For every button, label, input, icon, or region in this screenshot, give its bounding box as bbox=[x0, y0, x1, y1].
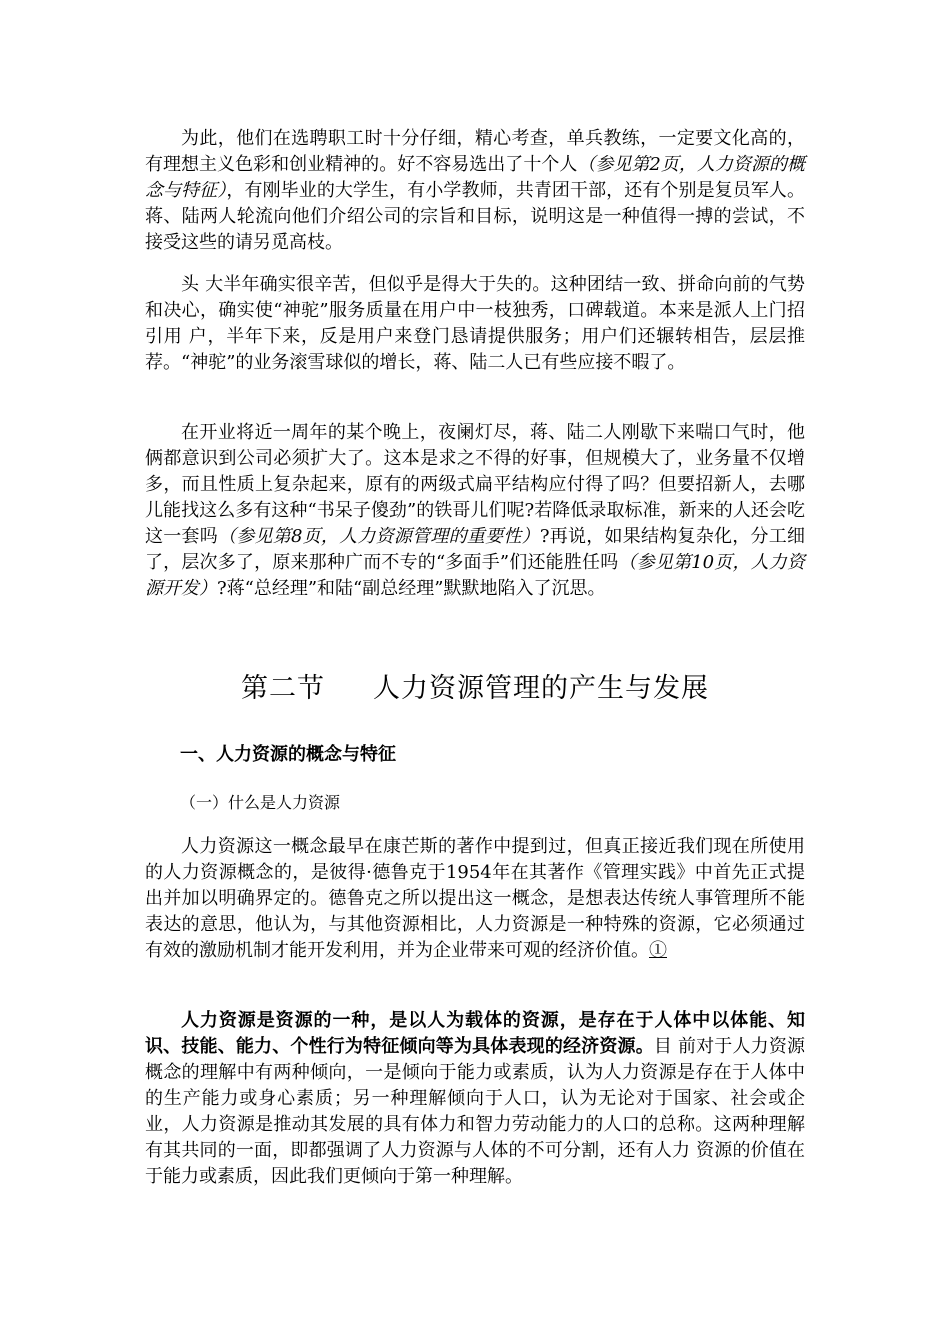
paragraph-recruitment bbox=[145, 126, 805, 256]
cross-reference: （参见第10页，人力资源开发） bbox=[145, 552, 805, 599]
paragraph-text: 目 前对于人力资源概念的理解中有两种倾向，一是倾向于能力或素质，认为人力资源是存在于人体中的生产能力或身心素质；另一种理解倾向于人口，认为无论对于国家、社会或企业，人力资源是推动其发展的具有体力和智力劳动能力的人口的总称。这两种理解有其共同的一面，即都强调了人力资源与人体的不可分割，还有人力 资源的价值在于能力或素质，因此我们更倾向于第一种理解。 bbox=[145, 1036, 805, 1187]
paragraph-expansion bbox=[145, 420, 805, 602]
cross-reference: （参见第2页，人力资源的概念与特征） bbox=[145, 154, 806, 201]
heading-level-2: （一）什么是人力资源 bbox=[180, 793, 341, 812]
paragraph-text: ?再说，如果结构复杂化，分工细了，层次多了，原来那种广而不专的“多面手”们还能胜任吗 bbox=[145, 526, 806, 573]
paragraph-first-half-year: 头 大半年确实很辛苦，但似乎是得大于失的。这种团结一致、拼命向前的气势和决心，确实使“神驼”服务质量在用户中一枝独秀，口碑载道。本来是派人上门招引用 户，半年下来，反是用户来登门恳请提供服务；用户们还辗转相告，层层推荐。“神驼”的业务滚雪球似的增长，蒋、陆二人已有些应接不暇了。 bbox=[145, 274, 805, 373]
section-name: 人力资源管理的产生与发展 bbox=[373, 673, 709, 704]
paragraph-text: ?蒋“总经理”和陆“副总经理”默默地陷入了沉思。 bbox=[217, 578, 606, 599]
paragraph-hr-definition bbox=[145, 1008, 805, 1190]
cross-reference: （参见第8页，人力资源管理的重要性） bbox=[218, 526, 540, 547]
section-number: 第二节 bbox=[241, 673, 325, 704]
heading-level-1: 一、人力资源的概念与特征 bbox=[180, 744, 396, 765]
section-title bbox=[0, 672, 950, 706]
paragraph-text: 人力资源这一概念最早在康芒斯的著作中提到过，但真正接近我们现在所使用的人力资源概念的，是彼得·德鲁克于1954年在其著作《管理实践》中首先正式提出并加以明确界定的。德鲁克之所以提出这一概念，是想表达传统人事管理所不能表达的意思，他认为，与其他资源相比，人力资源是一种特殊的资源，它必须通过有效的激励机制才能开发利用，并为企业带来可观的经济价值。 bbox=[145, 836, 805, 961]
paragraph-text: ，有刚毕业的大学生，有小学教师，共青团干部，还有个别是复员军人。蒋、陆两人轮流向他们介绍公司的宗旨和目标，说明这是一种值得一搏的尝试，不接受这些的请另觅高枝。 bbox=[145, 180, 806, 253]
footnote-reference[interactable]: ① bbox=[649, 940, 667, 961]
paragraph-text: 在开业将近一周年的某个晚上，夜阑灯尽，蒋、陆二人刚歇下来喘口气时，他俩都意识到公司必须扩大了。这本是求之不得的好事，但规模大了，业务量不仅增多，而且性质上复杂起来，原有的两级式扁平结构应付得了吗？但要招新人，去哪儿能找这么多有这种“书呆子傻劲”的铁哥儿们呢?若降低录取标准，新来的人还会吃这一套吗 bbox=[145, 422, 805, 547]
paragraph-text: 为此，他们在选聘职工时十分仔细，精心考查，单兵教练，一定要文化高的，有理想主义色彩和创业精神的。好不容易选出了十个人 bbox=[145, 128, 805, 175]
paragraph-hr-concept bbox=[145, 834, 805, 964]
definition-bold-text: 人力资源是资源的一种，是以人为载体的资源，是存在于人体中以体能、知识、技能、能力、个性行为特征倾向等为具体表现的经济资源。 bbox=[145, 1010, 805, 1057]
